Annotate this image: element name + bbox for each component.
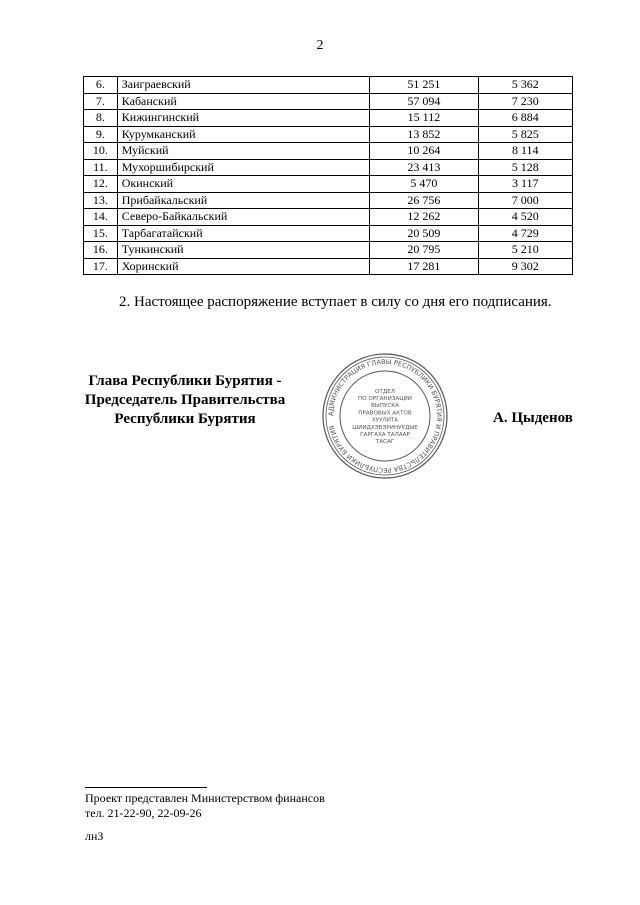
signatory-title <box>80 372 290 429</box>
district-name-cell: Муйский <box>117 143 370 160</box>
value-2-cell: 5 210 <box>478 242 573 259</box>
signatory-title-line-3: Республики Бурятия <box>114 411 256 427</box>
value-2-cell: 7 230 <box>478 93 573 110</box>
official-seal-stamp <box>321 352 449 480</box>
table-row <box>84 242 573 259</box>
seal-center-line: ВЫПУСКА <box>370 403 400 410</box>
seal-center-text <box>352 389 418 445</box>
row-number-cell: 17. <box>84 258 118 275</box>
seal-center-line: ОТДЕЛ <box>375 388 395 395</box>
value-2-cell: 3 117 <box>478 176 573 193</box>
district-name-cell: Мухоршибирский <box>117 159 370 176</box>
district-name-cell: Окинский <box>117 176 370 193</box>
districts-table <box>83 76 573 275</box>
row-number-cell: 10. <box>84 143 118 160</box>
seal-center-line: ПРАВОВЫХ АКТОВ <box>358 410 412 417</box>
value-1-cell: 51 251 <box>370 77 478 94</box>
value-1-cell: 15 112 <box>370 110 478 127</box>
value-1-cell: 17 281 <box>370 258 478 275</box>
value-1-cell: 5 470 <box>370 176 478 193</box>
table-row <box>84 143 573 160</box>
district-name-cell: Прибайкальский <box>117 192 370 209</box>
table-row <box>84 159 573 176</box>
effective-date-paragraph: 2. Настоящее распоряжение вступает в силу со дня его подписания. <box>119 294 552 310</box>
seal-center-line: ХУУЛИТА <box>371 417 399 424</box>
value-2-cell: 5 825 <box>478 126 573 143</box>
seal-center-line: ПО ОРГАНИЗАЦИИ <box>358 396 412 402</box>
value-1-cell: 23 413 <box>370 159 478 176</box>
value-1-cell: 20 795 <box>370 242 478 259</box>
table-row <box>84 192 573 209</box>
value-2-cell: 5 128 <box>478 159 573 176</box>
footnote-line-2: тел. 21-22-90, 22-09-26 <box>85 806 202 820</box>
footnote-line-3: лнЗ <box>85 829 104 843</box>
footnote-line-1: Проект представлен Министерством финансов <box>85 791 325 805</box>
row-number-cell: 15. <box>84 225 118 242</box>
value-2-cell: 9 302 <box>478 258 573 275</box>
page-number: 2 <box>316 38 324 53</box>
district-name-cell: Хоринский <box>117 258 370 275</box>
table-row <box>84 225 573 242</box>
value-2-cell: 6 884 <box>478 110 573 127</box>
row-number-cell: 9. <box>84 126 118 143</box>
table-row <box>84 77 573 94</box>
value-2-cell: 7 000 <box>478 192 573 209</box>
row-number-cell: 8. <box>84 110 118 127</box>
row-number-cell: 11. <box>84 159 118 176</box>
district-name-cell: Кижингинский <box>117 110 370 127</box>
seal-ring-text: АДМИНИСТРАЦИЯ ГЛАВЫ РЕСПУБЛИКИ БУРЯТИЯ И ПРАВИТЕЛЬСТВА РЕСПУБЛИКИ БУРЯТИЯ <box>326 357 444 475</box>
footnote-divider <box>85 787 207 788</box>
table-row <box>84 258 573 275</box>
table-row <box>84 209 573 226</box>
value-1-cell: 57 094 <box>370 93 478 110</box>
table-row <box>84 126 573 143</box>
table-row <box>84 110 573 127</box>
seal-center-line: ШИИДХЭБЭРИНУУДЫЕ <box>352 424 418 431</box>
row-number-cell: 16. <box>84 242 118 259</box>
value-1-cell: 20 509 <box>370 225 478 242</box>
district-name-cell: Кабанский <box>117 93 370 110</box>
value-2-cell: 4 520 <box>478 209 573 226</box>
district-name-cell: Тункинский <box>117 242 370 259</box>
table-row <box>84 93 573 110</box>
row-number-cell: 14. <box>84 209 118 226</box>
row-number-cell: 7. <box>84 93 118 110</box>
row-number-cell: 6. <box>84 77 118 94</box>
signatory-title-line-1: Глава Республики Бурятия - <box>88 373 282 389</box>
value-2-cell: 4 729 <box>478 225 573 242</box>
value-2-cell: 8 114 <box>478 143 573 160</box>
seal-center-line: ТАСАГ <box>375 439 395 446</box>
row-number-cell: 12. <box>84 176 118 193</box>
value-1-cell: 10 264 <box>370 143 478 160</box>
district-name-cell: Северо-Байкальский <box>117 209 370 226</box>
signatory-name: А. Цыденов <box>493 410 573 426</box>
value-1-cell: 26 756 <box>370 192 478 209</box>
table-body <box>84 77 573 275</box>
row-number-cell: 13. <box>84 192 118 209</box>
value-2-cell: 5 362 <box>478 77 573 94</box>
district-name-cell: Тарбагатайский <box>117 225 370 242</box>
district-name-cell: Курумканский <box>117 126 370 143</box>
signatory-title-line-2: Председатель Правительства <box>84 392 286 408</box>
value-1-cell: 13 852 <box>370 126 478 143</box>
value-1-cell: 12 262 <box>370 209 478 226</box>
table-row <box>84 176 573 193</box>
seal-center-line: ГАРГАХА ТАЛААР <box>360 432 410 438</box>
district-name-cell: Заиграевский <box>117 77 370 94</box>
